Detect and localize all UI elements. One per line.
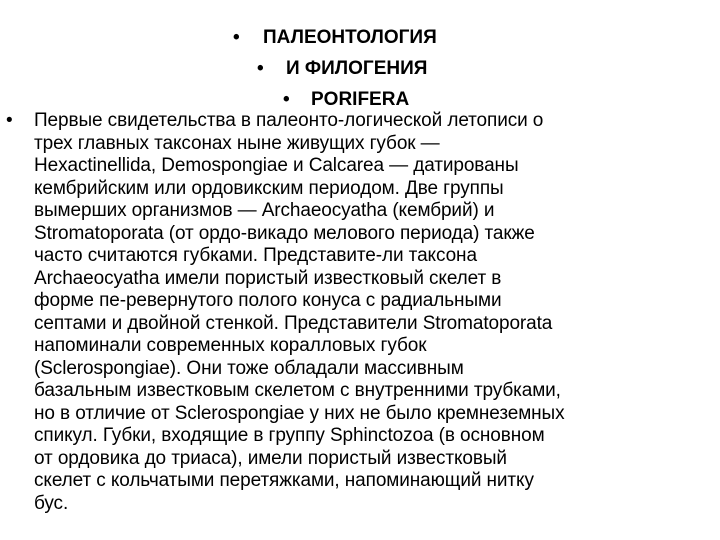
- body-line: Первые свидетельства в палеонто-логической летописи о: [34, 110, 544, 131]
- body-line: но в отличие от Sclerospongiae у них не было кремнеземных: [34, 402, 565, 424]
- body-line: спикул. Губки, входящие в группу Sphinctozoa (в основном: [34, 425, 545, 446]
- bullet-icon: •: [257, 58, 264, 79]
- heading-paleontology: [0, 22, 720, 53]
- heading-phylogeny: [0, 53, 720, 84]
- body-line: (Sclerospongiae). Они тоже обладали массивным: [34, 357, 464, 379]
- heading-text: ПАЛЕОНТОЛОГИЯ: [263, 27, 437, 48]
- body-bullet-icon: •: [6, 110, 13, 131]
- body-line: трех главных таксонах ныне живущих губок —: [34, 132, 440, 154]
- body-line: напоминали современных коралловых губок: [34, 335, 427, 356]
- bullet-icon: •: [283, 89, 290, 110]
- body-line: Archaeocyatha имели пористый известковый скелет в: [34, 267, 502, 289]
- body-line: базальным известковым скелетом с внутренними трубками,: [34, 380, 561, 401]
- heading-text: И ФИЛОГЕНИЯ: [286, 58, 428, 79]
- slide-headings: [0, 22, 720, 115]
- body-line: кембрийским или ордовикским периодом. Две группы: [34, 177, 504, 199]
- body-line: Stromatoporata (от ордо-викадо мелового периода) также: [34, 222, 535, 244]
- body-line: септами и двойной стенкой. Представители Stromatoporata: [34, 312, 553, 334]
- body-line: бус.: [34, 492, 69, 514]
- body-line: вымерших организмов — Archaeocyatha (кембрий) и: [34, 200, 495, 221]
- body-paragraph: [34, 110, 718, 515]
- body-line: Hexactinellida, Demospongiae и Calcarea — датированы: [34, 155, 519, 176]
- bullet-icon: •: [233, 27, 240, 48]
- body-line: форме пе-ревернутого полого конуса с радиальными: [34, 290, 502, 311]
- body-line: часто считаются губками. Представите-ли таксона: [34, 245, 477, 266]
- body-line: скелет с кольчатыми перетяжками, напоминающий нитку: [34, 470, 534, 491]
- heading-text: PORIFERA: [311, 89, 410, 110]
- body-line: от ордовика до триаса), имели пористый известковый: [34, 447, 507, 469]
